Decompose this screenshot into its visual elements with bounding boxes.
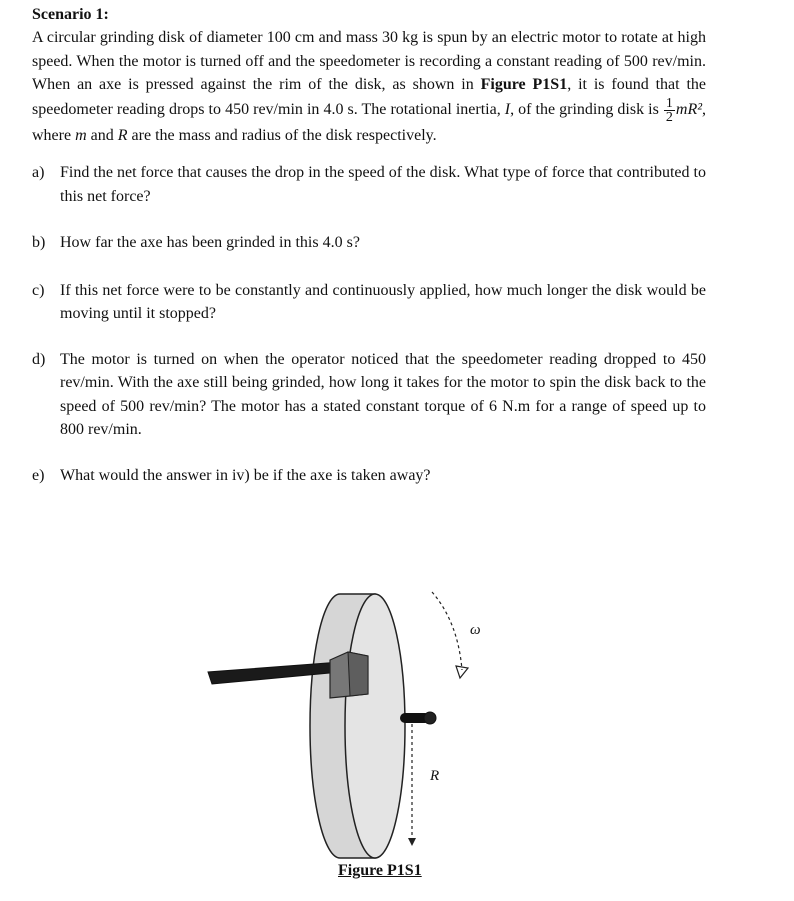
intro-part-d: , where: [32, 100, 707, 144]
intro-mr2: mR²: [675, 100, 703, 118]
disk-front-face: [345, 594, 405, 858]
question-label: d): [32, 350, 46, 368]
fraction-denominator: 2: [665, 109, 673, 125]
question-item: [32, 348, 706, 442]
fraction-numerator: 1: [665, 95, 673, 111]
half-fraction: [664, 97, 675, 124]
question-label: a): [32, 164, 45, 181]
radius-arrowhead: [408, 838, 416, 846]
intro-part-f: are the mass and radius of the disk respectively.: [127, 126, 437, 144]
omega-label: ω: [470, 622, 481, 638]
scenario-title: Scenario 1:: [32, 6, 109, 23]
intro-radius-symbol: R: [117, 126, 128, 144]
intro-inertia-symbol: I: [504, 100, 511, 118]
question-item: [32, 279, 706, 326]
intro-mass-symbol: m: [75, 126, 87, 144]
question-item: [32, 161, 706, 208]
rotation-arrow: [432, 592, 462, 670]
question-text: Find the net force that causes the drop in the speed of the disk. What type of force that contributed to this net force?: [60, 164, 706, 205]
question-text: How far the axe has been grinded in this 4.0 s?: [60, 234, 360, 251]
question-text: The motor is turned on when the operator noticed that the speedometer reading dropped to 450 rev/min. With the axe still being grinded, how long it takes for the motor to spin the disk back to the speed of 500 rev/min? The motor has a stated constant torque of 6 N.m for a range of speed up to 800 rev/min.: [60, 350, 706, 438]
question-label: c): [32, 281, 45, 299]
rotation-arrowhead: [456, 666, 468, 678]
figure-caption: Figure P1S1: [338, 862, 422, 879]
document-page: [32, 0, 706, 487]
question-list: [32, 161, 706, 487]
question-text: What would the answer in iv) be if the axe is taken away?: [60, 466, 431, 484]
question-label: e): [32, 466, 45, 484]
grinding-disk-figure: [200, 582, 500, 882]
intro-figure-ref: Figure P1S1: [480, 76, 568, 93]
scenario-intro: [32, 26, 706, 147]
intro-part-c: , of the grinding disk is: [510, 100, 663, 118]
intro-part-a: A circular grinding disk of diameter 100 cm and mass 30 kg is spun by an electric motor to rotate at high speed. When the motor is turned off and the speedometer is recording a constant reading of 500 rev/min. When an axe is pressed against the rim of the disk, as shown in: [32, 29, 706, 93]
question-item: [32, 231, 706, 255]
radius-label: R: [430, 768, 440, 784]
intro-part-e: and: [86, 126, 118, 144]
question-item: [32, 464, 706, 488]
question-text: If this net force were to be constantly and continuously applied, how much longer the disk would be moving until it stopped?: [60, 281, 706, 322]
intro-part-b: , it is found that the speedometer reading drops to 450 rev/min in 4.0 s. The rotational inertia,: [32, 76, 706, 118]
question-label: b): [32, 234, 46, 251]
axle-end: [424, 712, 436, 724]
axe-blade-face: [348, 652, 368, 696]
